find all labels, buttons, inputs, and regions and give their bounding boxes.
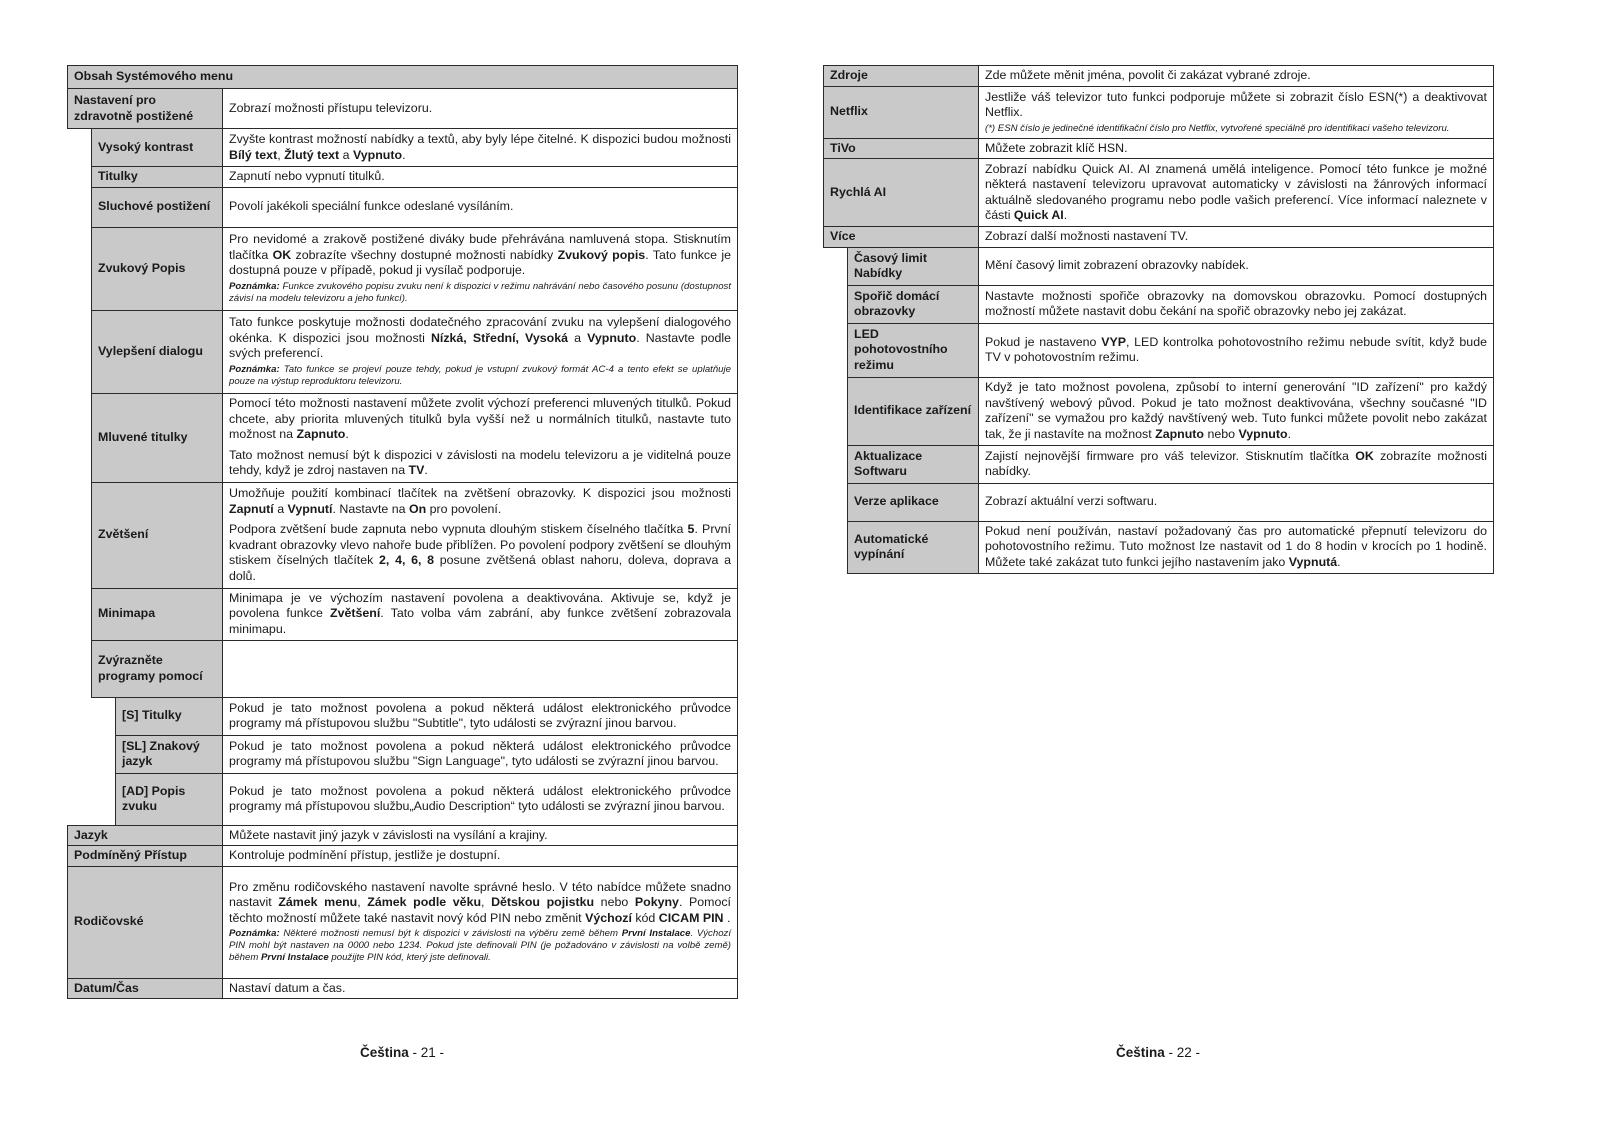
description-paragraph (229, 132, 731, 163)
text-run: nebo (1204, 426, 1239, 441)
description-paragraph (985, 380, 1487, 442)
bold-term: První Instalace (621, 928, 691, 940)
description-paragraph (985, 68, 1487, 84)
table-row (68, 310, 738, 393)
indent-spacer (68, 310, 92, 393)
indent-spacer (68, 735, 92, 773)
text: Zobrazí další možnosti nastavení TV. (985, 229, 1189, 243)
bold-term: Pokyny (634, 895, 679, 910)
bold-term: Vypnutá (1288, 554, 1338, 569)
bold-term: CICAM PIN (658, 910, 724, 925)
table-row (68, 187, 738, 227)
indent-spacer (68, 187, 92, 227)
menu-item-description (979, 377, 1494, 445)
indent-spacer (824, 377, 848, 445)
indent-spacer (824, 521, 848, 573)
menu-item-label: LED pohotovostního režimu (848, 323, 979, 377)
indent-spacer (68, 697, 92, 735)
text-run: . Nastavte podle svých preferencí. (229, 330, 732, 361)
note (985, 123, 1487, 135)
description-paragraph (229, 880, 731, 927)
note (229, 281, 731, 305)
menu-item-description (979, 247, 1494, 285)
menu-item-label: Verze aplikace (848, 483, 979, 521)
menu-item-description (223, 482, 738, 588)
menu-item-description (979, 138, 1494, 159)
indent-spacer (68, 482, 92, 588)
indent-spacer (68, 588, 92, 640)
text-run: Zobrazí nabídku Quick AI. AI znamená umělá inteligence. Pomocí této funkce je možné některá nastavení televizoru upravovat automaticky v závislosti na žánrových informací aktuálně sledovaného programu nebo podle vašich preferencí. Více informací naleznete v části (985, 161, 1487, 222)
menu-item-description (223, 846, 738, 867)
note-label: Poznámka: (229, 280, 280, 292)
text-run: zobrazíte možnosti nabídky. (985, 448, 1487, 478)
menu-item-description (979, 159, 1494, 227)
table-row (68, 866, 738, 978)
menu-item-label: Rychlá AI (824, 159, 979, 227)
indent-spacer (824, 483, 848, 521)
menu-item-description (223, 825, 738, 846)
page-footer-21 (202, 1045, 602, 1060)
table-row (824, 377, 1494, 445)
menu-item-label: Zdroje (824, 66, 979, 87)
menu-item-description (979, 323, 1494, 377)
note-text (229, 928, 731, 963)
text-run: Zvyšte kontrast možností nabídky a textů, aby byly lépe čitelné. K dispozici budou možnosti (229, 132, 731, 146)
text-run: Pomocí této možnosti nastavení můžete zvolit výchozí preferenci mluvených titulků. Pokud chcete, aby priorita mluvených titulků byla vyšší než u normálních titulků, nastavte tuto možnost na (229, 396, 731, 442)
table-row (824, 323, 1494, 377)
bold-term: Vypnuto (1238, 426, 1288, 441)
menu-item-label: [AD] Popis zvuku (116, 773, 223, 825)
text-run: , LED kontrolka pohotovostního režimu nebude svítit, když bude TV v pohotovostním režimu. (985, 334, 1487, 364)
table-row (68, 167, 738, 188)
menu-item-label: Zvětšení (92, 482, 223, 588)
indent-spacer (824, 285, 848, 323)
menu-item-description (223, 588, 738, 640)
menu-item-label: Spořič domácí obrazovky (848, 285, 979, 323)
note (229, 928, 731, 964)
description-paragraph (229, 101, 731, 117)
text: Funkce zvukového popisu zvuku není k dispozici v režimu nahrávání nebo časového posunu (dostupnost závisí na modelu televizoru a jeho funkcí). (229, 280, 731, 304)
indent-spacer (92, 697, 116, 735)
text-run: . (424, 463, 428, 478)
bold-term: TV (408, 463, 425, 478)
menu-item-description (979, 227, 1494, 248)
menu-item-description (223, 129, 738, 167)
text-run: a (339, 147, 353, 162)
menu-item-label: Datum/Čas (68, 978, 223, 999)
description-paragraph (229, 848, 731, 864)
description-paragraph (229, 169, 731, 185)
table-row (68, 697, 738, 735)
description-paragraph (229, 701, 731, 732)
menu-item-label: [SL] Znakový jazyk (116, 735, 223, 773)
indent-spacer (824, 323, 848, 377)
table-row (68, 482, 738, 588)
bold-term: VYP (1101, 334, 1126, 349)
table-row (824, 86, 1494, 138)
indent-spacer (68, 393, 92, 482)
text-run: a (273, 501, 288, 516)
description-paragraph (985, 90, 1487, 121)
menu-item-label: Podmíněný Přístup (68, 846, 223, 867)
table-row (824, 159, 1494, 227)
text: Zapnutí nebo vypnutí titulků. (229, 169, 385, 183)
table-row (824, 445, 1494, 483)
footer-language: Čeština (359, 1045, 409, 1060)
text-run: , (357, 895, 368, 910)
table-row (68, 129, 738, 167)
table-title-row (68, 66, 738, 89)
text-run: Zajistí nejnovější firmware pro váš televizor. Stisknutím tlačítka (985, 448, 1356, 463)
bold-term: První Instalace (261, 952, 329, 964)
description-paragraph (229, 739, 731, 770)
indent-spacer (68, 640, 92, 697)
bold-term: Vypnuto (587, 330, 637, 345)
text-run: Pro změnu rodičovského nastavení navolte správné heslo. V této nabídce můžete snadno nastavit (229, 879, 731, 910)
description-paragraph (229, 522, 731, 584)
description-paragraph (229, 486, 731, 517)
text-run: Některé možnosti nemusí být k dispozici v závislosti na výběru země během (283, 928, 622, 940)
bold-term: Žlutý text (284, 147, 340, 162)
table-row (824, 247, 1494, 285)
footer-page-number: - 22 - (1168, 1045, 1201, 1060)
text: Pokud je tato možnost povolena a pokud některá událost elektronického průvodce programy má přístupovou službu "Sign Language", tyto události se zvýrazní jinou barvou. (229, 738, 731, 768)
table-row (824, 285, 1494, 323)
menu-item-description (223, 773, 738, 825)
text-run: Tato funkce poskytuje možnosti dodatečného zpracování zvuku na vylepšení dialogového okénka. K dispozici jsou možnosti (229, 315, 731, 345)
description-paragraph (229, 784, 731, 815)
text-run: a (568, 330, 588, 345)
indent-spacer (68, 227, 92, 310)
indent-spacer (824, 445, 848, 483)
text-run: . Výchozí PIN mohl být nastaven na 0000 nebo 1234. Pokud jste definovali PIN (je požadováno v závislosti na volbě země) během (229, 928, 731, 964)
note-label: Poznámka: (229, 928, 280, 940)
menu-item-label: Minimapa (92, 588, 223, 640)
text-run: . (402, 147, 406, 162)
bold-term: Zvukový popis (557, 247, 646, 262)
description-paragraph (985, 335, 1487, 366)
bold-term: Zapnutí (229, 501, 274, 516)
menu-item-description (979, 86, 1494, 138)
bold-term: Výchozí (585, 910, 632, 925)
menu-item-description (223, 393, 738, 482)
menu-item-label: Mluvené titulky (92, 393, 223, 482)
text-run: kód (631, 910, 659, 925)
menu-item-label: Zvýrazněte programy pomocí (92, 640, 223, 697)
bold-term: Nízká, Střední, Vysoká (430, 330, 568, 345)
text: Povolí jakékoli speciální funkce odeslané vysíláním. (229, 199, 514, 214)
description-paragraph (229, 591, 731, 638)
menu-item-label: Sluchové postižení (92, 187, 223, 227)
menu-item-label: Netflix (824, 86, 979, 138)
text: Mění časový limit zobrazení obrazovky nabídek. (985, 258, 1249, 273)
text: Nastavte možnosti spořiče obrazovky na domovskou obrazovku. Pomocí dostupných možností můžete nastavit dobu čekání na spořič obrazovky nebo jej zakázat. (985, 288, 1487, 318)
indent-spacer (68, 129, 92, 167)
bold-term: Zámek menu (278, 895, 358, 910)
text-run: Když je tato možnost povolena, způsobí to interní generování "ID zařízení" pro každý navštívený webový původ. Pokud je tato možnost deaktivována, všechny současné "ID zařízení" se vymažou pro každý navštívený web. Tuto funkci můžete povolit nebo zakázat tak, že ji nastavíte na možnost (985, 380, 1487, 441)
text: Zobrazí možnosti přístupu televizoru. (229, 100, 433, 115)
menu-item-description (979, 66, 1494, 87)
description-paragraph (229, 199, 731, 215)
text-run: zobrazíte všechny dostupné možnosti nabídky (291, 247, 558, 262)
menu-item-description (979, 445, 1494, 483)
table-row (68, 393, 738, 482)
text-run: . (345, 427, 349, 442)
right-page (823, 65, 1493, 574)
text-run: , (277, 147, 285, 162)
menu-item-description (223, 89, 738, 129)
menu-item-description (979, 483, 1494, 521)
left-page (67, 65, 737, 999)
text-run: . Tato volba vám zabrání, aby funkce zvětšení zobrazovala minimapu. (229, 606, 732, 636)
bold-term: Dětskou pojistku (491, 895, 595, 910)
menu-item-label: TiVo (824, 138, 979, 159)
text: Zde můžete měnit jména, povolit či zakázat vybrané zdroje. (985, 68, 1311, 82)
text-run: posune zvětšená oblast nahoru, doleva, doprava a dolů. (229, 553, 731, 583)
text: Zobrazí aktuální verzi softwaru. (985, 494, 1158, 509)
indent-spacer (824, 247, 848, 285)
system-menu-table-continued (823, 65, 1494, 574)
table-row (68, 773, 738, 825)
text-run: . (1063, 208, 1068, 222)
description-paragraph (985, 258, 1487, 274)
text-run: pro povolení. (426, 501, 502, 516)
menu-item-label: Identifikace zařízení (848, 377, 979, 445)
bold-term: 5 (687, 522, 695, 536)
bold-term: Vypnuto (352, 147, 403, 162)
text-run: Podpora zvětšení bude zapnuta nebo vypnuta dlouhým stiskem číselného tlačítka (229, 522, 688, 536)
note-text (985, 123, 1449, 134)
text-run: Minimapa je ve výchozím nastavení povolena a deaktivována. Aktivuje se, když je povolena funkce (229, 590, 731, 621)
text-run: nebo (594, 895, 635, 910)
description-paragraph (985, 449, 1487, 480)
table-row (68, 735, 738, 773)
bold-term: 2, 4, 6, 8 (379, 553, 435, 567)
menu-item-label: Nastavení pro zdravotně postižené (68, 89, 223, 129)
bold-term: Vypnutí (287, 501, 333, 516)
bold-term: Zapnuto (1155, 426, 1204, 441)
text-run: Pro nevidomé a zrakově postižené diváky bude přehrávána namluvená stopa. Stisknutím tlačítka (229, 232, 731, 262)
table-row (824, 66, 1494, 87)
text-run: . Tato funkce je dostupná pouze v případě, pokud ji vysílač podporuje. (229, 247, 731, 278)
menu-item-description (223, 227, 738, 310)
menu-item-description (223, 167, 738, 188)
table-title: Obsah Systémového menu (68, 66, 738, 89)
note-text (229, 281, 731, 304)
text: Můžete nastavit jiný jazyk v závislosti na vysílání a krajiny. (229, 827, 548, 842)
description-paragraph (985, 289, 1487, 320)
menu-item-label: Titulky (92, 167, 223, 188)
text-run: . Nastavte na (332, 501, 409, 516)
description-paragraph (985, 141, 1487, 157)
text: Pokud je tato možnost povolena a pokud některá událost elektronického průvodce programy má přístupovou službu "Subtitle", tyto události se zvýrazní jinou barvou. (229, 700, 731, 730)
description-paragraph (229, 232, 731, 279)
table-row (68, 825, 738, 846)
text-run: Umožňuje použití kombinací tlačítek na zvětšení obrazovky. K dispozici jsou možnosti (229, 486, 731, 500)
description-paragraph (985, 162, 1487, 224)
indent-spacer (68, 773, 92, 825)
description-paragraph (229, 315, 731, 362)
table-row (68, 978, 738, 999)
table-row (824, 138, 1494, 159)
description-paragraph (229, 981, 731, 997)
table-row (68, 89, 738, 129)
indent-spacer (92, 735, 116, 773)
description-paragraph (229, 448, 731, 479)
table-row (68, 846, 738, 867)
indent-spacer (92, 773, 116, 825)
text-run: . První kvadrant obrazovky vlevo nahoře bude přiblížen. Po povolení podpory zvětšení se dlouhým stiskem číselných tlačítek (229, 522, 731, 567)
menu-item-description (223, 640, 738, 697)
bold-term: Zvětšení (330, 606, 381, 621)
menu-item-label: Více (824, 227, 979, 248)
description-paragraph (985, 494, 1487, 510)
text-run: Pokud je nastaveno (985, 334, 1102, 349)
note-text (229, 364, 731, 387)
table-row (68, 588, 738, 640)
table-row (68, 227, 738, 310)
menu-item-description (223, 310, 738, 393)
footer-page-number: - 21 - (412, 1045, 445, 1060)
menu-item-description (979, 285, 1494, 323)
text-run: použijte PIN kód, který jste definovali. (328, 952, 491, 964)
text: Jestliže váš televizor tuto funkci podporuje můžete si zobrazit číslo ESN(*) a deaktivovat Netflix. (985, 89, 1487, 119)
menu-item-label: Aktualizace Softwaru (848, 445, 979, 483)
text: Pokud je tato možnost povolena a pokud některá událost elektronického průvodce programy má přístupovou službu„Audio Description“ tyto události se zvýrazní jinou barvou. (229, 783, 731, 813)
menu-item-label: Zvukový Popis (92, 227, 223, 310)
menu-item-description (223, 735, 738, 773)
menu-item-label: Časový limit Nabídky (848, 247, 979, 285)
system-menu-table (67, 65, 738, 999)
bold-term: Zapnuto (296, 427, 346, 442)
text: Tato funkce se projeví pouze tehdy, pokud je vstupní zvukový formát AC-4 a tento efekt se uplatňuje pouze na výstup reproduktoru televizoru. (229, 363, 731, 387)
text-run: . Pomocí těchto možností můžete také nastavit nový kód PIN nebo změnit (229, 895, 731, 925)
text: Nastaví datum a čas. (229, 980, 346, 995)
page-footer-22 (958, 1045, 1358, 1060)
table-row (68, 640, 738, 697)
description-paragraph (229, 828, 731, 844)
bold-term: OK (1355, 448, 1374, 463)
indent-spacer (68, 167, 92, 188)
table-row (824, 483, 1494, 521)
table-row (824, 521, 1494, 573)
table-row (824, 227, 1494, 248)
menu-item-label: Jazyk (68, 825, 223, 846)
menu-item-label: Vylepšení dialogu (92, 310, 223, 393)
text: Kontroluje podmínění přístup, jestliže je dostupní. (229, 848, 501, 862)
bold-term: Zámek podle věku (367, 895, 482, 910)
bold-term: On (408, 501, 427, 516)
footer-language: Čeština (1115, 1045, 1165, 1060)
description-paragraph (985, 229, 1487, 245)
bold-term: OK (272, 247, 292, 262)
menu-item-description (223, 866, 738, 978)
text-run: Tato možnost nemusí být k dispozici v závislosti na modelu televizoru a je viditelná pouze tehdy, když je zdroj nastaven na (229, 447, 731, 478)
note (229, 364, 731, 388)
menu-item-description (223, 187, 738, 227)
menu-item-label: Automatické vypínání (848, 521, 979, 573)
menu-item-label: Vysoký kontrast (92, 129, 223, 167)
menu-item-label: Rodičovské (68, 866, 223, 978)
text: (*) ESN číslo je jedinečné identifikační číslo pro Netflix, vytvořené speciálně pro identifikaci vašeho televizoru. (985, 122, 1450, 134)
bold-term: Bílý text (229, 147, 278, 162)
text: Můžete zobrazit klíč HSN. (985, 140, 1128, 155)
description-paragraph (229, 396, 731, 443)
menu-item-description (223, 978, 738, 999)
menu-item-description (979, 521, 1494, 573)
text-run: , (481, 895, 492, 910)
menu-item-label: [S] Titulky (116, 697, 223, 735)
text-run: . (723, 910, 731, 925)
text-run: Pokud není používán, nastaví požadovaný čas pro automatické přepnutí televizoru do pohotovostního režimu. Tuto možnost lze nastavit od 1 do 8 hodin v krocích po 1 hodině. Můžete také zakázat tuto funkci jejího nastavením jako (985, 523, 1487, 569)
note-label: Poznámka: (229, 363, 280, 375)
menu-item-description (223, 697, 738, 735)
bold-term: Quick AI (1013, 208, 1064, 222)
text-run: . (1287, 426, 1292, 441)
description-paragraph (985, 524, 1487, 571)
text-run: . (1337, 554, 1341, 569)
